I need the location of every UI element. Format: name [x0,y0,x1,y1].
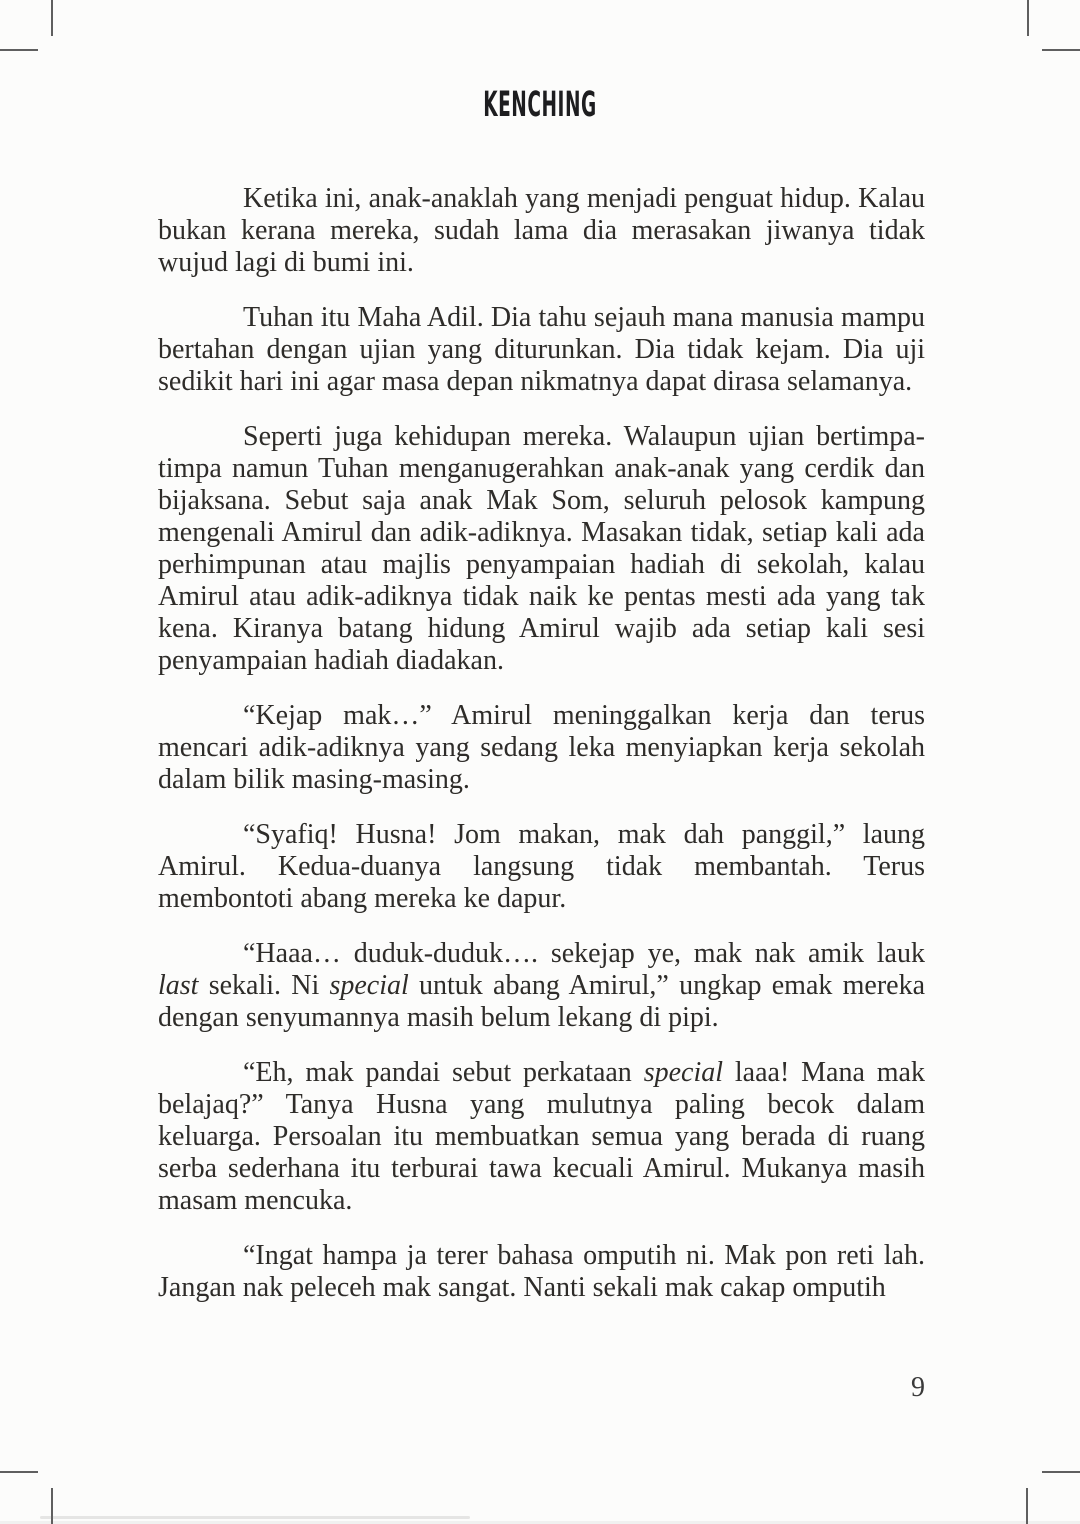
crop-mark-top-left-vertical [51,0,53,36]
crop-mark-bottom-right-vertical [1026,1488,1028,1524]
paragraph [158,938,925,1034]
text-segment: untuk abang Amirul,” ungkap emak mereka dengan senyumannya masih belum lekang di pipi. [158,970,925,1033]
italic-text-segment: special [643,1057,723,1088]
crop-mark-bottom-right-horizontal [1042,1471,1080,1473]
crop-mark-top-left-horizontal [0,49,38,51]
paragraph [158,700,925,796]
scan-artifact [40,1516,470,1519]
chapter-title: KENCHING [483,85,597,125]
body-text [158,183,925,1327]
text-segment: sekali. Ni [198,970,330,1001]
text-segment: “Haaa… duduk-duduk…. sekejap ye, mak nak amik lauk [243,938,925,969]
crop-mark-top-right-vertical [1027,0,1029,36]
text-segment: Tuhan itu Maha Adil. Dia tahu sejauh mana manusia mampu bertahan dengan ujian yang diturunkan. Dia tidak kejam. Dia uji sedikit hari ini agar masa depan nikmatnya dapat dirasa selamanya. [158,302,925,397]
paragraph [158,421,925,677]
text-segment: “Eh, mak pandai sebut perkataan [243,1057,644,1088]
paragraph [158,1057,925,1217]
text-segment: laaa! Mana mak belajaq?” Tanya Husna yang mulutnya paling becok dalam keluarga. Persoalan itu membuatkan semua yang berada di ruang serba sederhana itu terburai tawa kecuali Amirul. Mukanya masih masam mencuka. [158,1057,925,1216]
paragraph [158,819,925,915]
italic-text-segment: last [158,970,199,1001]
text-segment: “Kejap mak…” Amirul meninggalkan kerja dan terus mencari adik-adiknya yang sedang leka menyiapkan kerja sekolah dalam bilik masing-masing. [158,700,925,795]
page-number: 9 [911,1372,925,1403]
paragraph [158,183,925,279]
text-segment: Seperti juga kehidupan mereka. Walaupun ujian bertimpa-timpa namun Tuhan menganugerahkan anak-anak yang cerdik dan bijaksana. Sebut saja anak Mak Som, seluruh pelosok kampung mengenali Amirul dan adik-adiknya. Masakan tidak, setiap kali ada perhimpunan atau majlis penyampaian hadiah di sekolah, kalau Amirul atau adik-adiknya tidak naik ke pentas mesti ada yang tak kena. Kiranya batang hidung Amirul wajib ada setiap kali sesi penyampaian hadiah diadakan. [158,421,925,676]
text-segment: Ketika ini, anak-anaklah yang menjadi penguat hidup. Kalau bukan kerana mereka, sudah lama dia merasakan jiwanya tidak wujud lagi di bumi ini. [158,183,925,278]
crop-mark-top-right-horizontal [1042,49,1080,51]
paragraph [158,302,925,398]
paragraph [158,1240,925,1304]
text-segment: “Syafiq! Husna! Jom makan, mak dah panggil,” laung Amirul. Kedua-duanya langsung tidak membantah. Terus membontoti abang mereka ke dapur. [158,819,925,914]
text-segment: “Ingat hampa ja terer bahasa omputih ni. Mak pon reti lah. Jangan nak peleceh mak sangat. Nanti sekali mak cakap omputih [158,1240,925,1303]
italic-text-segment: special [329,970,409,1001]
crop-mark-bottom-left-horizontal [0,1471,38,1473]
